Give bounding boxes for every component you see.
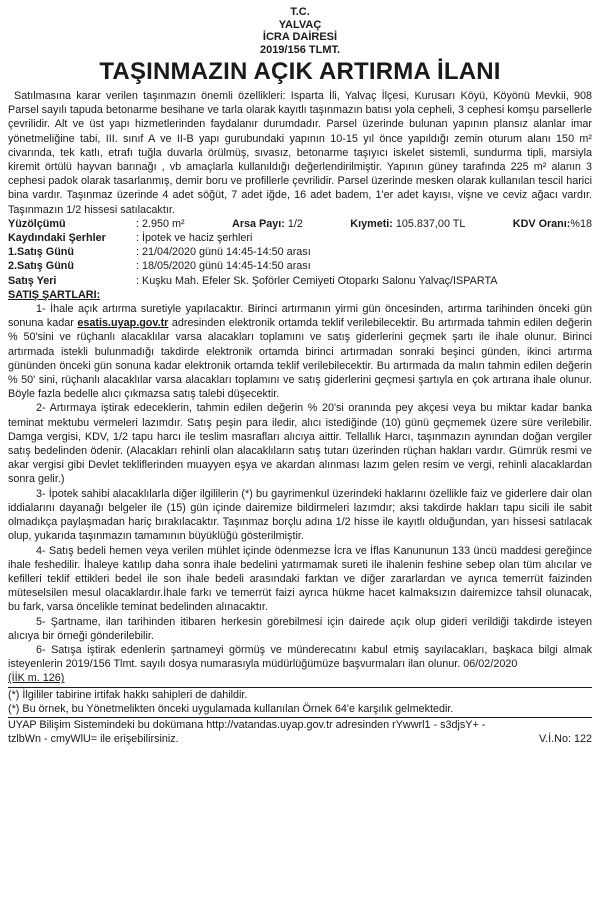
esatis-link[interactable]: esatis.uyap.gov.tr xyxy=(77,317,169,330)
value-amount: 105.837,00 TL xyxy=(395,217,466,230)
detail-row xyxy=(8,259,592,273)
header-file-number: 2019/156 TLMT. xyxy=(259,43,341,56)
conditions-heading: SATIŞ ŞARTLARI: xyxy=(8,288,101,301)
kdv-label: KDV Oranı: xyxy=(512,217,571,230)
condition-1 xyxy=(8,302,592,401)
condition-6: 6- Satışa iştirak edenlerin şartnameyi görmüş ve münderecatını kabul etmiş sayılacakları, başkaca bilgi almak isteyenlerin 2019/156 Tlmt. sayılı dosya numarasıyla müdürlüğümüze başvurmaları ilan olunur. 06/02/2020 xyxy=(8,643,592,671)
header-district: YALVAÇ xyxy=(278,18,322,31)
footer-line-1: UYAP Bilişim Sistemindeki bu dokümana http://vatandas.uyap.gov.tr adresinden rYwwrl1 - s3djsY+ - xyxy=(8,718,486,731)
condition-2: 2- Artırmaya iştirak edeceklerin, tahmin edilen değerin % 20'si oranında pey akçesi veya bu miktar kadar banka teminat mektubu vermeleri lazımdır. Satış peşin para iledir, alıcı istediğinde (10) günü geçmemek üzere süre verilebilir. Damga vergisi, KDV, 1/2 tapu harcı ile teslim masrafları alıcıya aittir. Tellallık Harcı, taşınmazın aynından doğan vergiler satış bedelinden ödenir. (Alacakları rehinli olan alacaklıların satış tutarı üzerinden rüçhan hakları vardır. Gümrük resmi ve akar vergisi gibi Devlet tekliflerinden muayyen eşya ve akardan alınması lazım gelen resim ve vergi, rehinli alacaklardan sonra gelir.) xyxy=(8,402,592,486)
page-title: TAŞINMAZIN AÇIK ARTIRMA İLANI xyxy=(99,58,501,85)
condition-1-text-a: 1- İhale açık artırma suretiyle yapılacaktır. Birinci artırmanın yirmi gün öncesinden, artırma tarihinden önceki gün sonuna kadar xyxy=(8,303,592,330)
detail-row xyxy=(8,245,592,259)
detail-label: 1.Satış Günü xyxy=(8,246,74,259)
note-2: (*) Bu örnek, bu Yönetmelikten önceki uygulamada kullanılan Örnek 64'e karşılık gelmektedir. xyxy=(8,702,454,715)
detail-value: : 18/05/2020 günü 14:45-14:50 arası xyxy=(136,260,311,273)
footer-access-code: tzlbWn - cmyWlU= ile erişebilirsiniz. xyxy=(8,733,179,746)
area-label: Yüzölçümü xyxy=(8,217,66,230)
condition-1-text-b: adresinden elektronik ortamda teklif verilebilecektir. Bu artırmada tahmin edilen değerin % 50'sini ve rüçhanlı alacaklılar varsa alacakları toplamını ve satış giderlerini geçmek şartı ile ihale olunur. Birinci artırmada istekli bulunmadığı takdirde elektronik ortamda birinci artırmadan sonraki beşinci günden, ikinci artırma gününden önceki gün sonuna kadar elektronik ortamda teklif verilebilecektir. Bu artırmada da malın tahmin edilen değerin % 50' sini, rüçhanlı alacaklılar varsa alacakları toplamını ve satış giderlerini geçmesi şartıyla en çok artırana ihale olunur. Böyle fazla bedelle alıcı çıkmazsa satış talebi düşecektir. xyxy=(8,317,592,401)
condition-5: 5- Şartname, ilan tarihinden itibaren herkesin görebilmesi için dairede açık olup gideri verildiği takdirde isteyen alıcıya bir örneği gönderilebilir. xyxy=(8,615,592,642)
kdv-value: %18 xyxy=(570,217,592,230)
detail-value: : 21/04/2020 günü 14:45-14:50 arası xyxy=(136,246,311,259)
header-state: T.C. xyxy=(290,6,310,18)
area-value-row xyxy=(8,217,592,231)
detail-value: : İpotek ve haciz şerhleri xyxy=(136,232,253,245)
detail-value: : Kuşku Mah. Efeler Sk. Şoförler Cemiyeti Otoparkı Salonu Yalvaç/ISPARTA xyxy=(136,274,498,287)
detail-row xyxy=(8,274,592,288)
value-label: Kıymeti: xyxy=(350,217,393,230)
condition-4: 4- Satış bedeli hemen veya verilen mühlet içinde ödenmezse İcra ve İflas Kanununun 133 üncü maddesi gereğince ihale feshedilir. İhaleye katılıp daha sonra ihale bedelini yatırmamak sureti ile ihalenin feshine sebep olan tüm alıcılar ve kefilleri teklif ettikleri bedel ile son ihale bedeli arasındaki farktan ve diğer zararlardan ve ayrıca temerrüt faizinden müteselsilen mesul olacaklardır.İhale farkı ve temerrüt faizi ayrıca hükme hacet kalmaksızın dairemizce tahsil olunacak, bu fark, varsa öncelikle teminat bedelinden alınacaktır. xyxy=(8,544,592,614)
header-block xyxy=(8,6,592,87)
detail-row xyxy=(8,231,592,245)
property-description: Satılmasına karar verilen taşınmazın önemli özellikleri: Isparta İli, Yalvaç İlçesi, Kurusarı Köyü, Köyönü Mevkii, 908 Parsel sayılı tapuda betonarme besihane ve tarla olarak kayıtlı taşınmazın batısı yola cepheli, 3 cephesi komşu parsellerle çevrilidir. Alt ve üst yapı hizmetlerinden faydalanır durumdadır. Parsel üzerinde bulunan yapının plansız alanlar imar yönetmeliğine tabi, III. sınıf A ve II-B yapı gurubundaki yapının 10-15 yıl önce yapıldığı zemin oturum alanı 150 m² civarında, tek katlı, etrafı tuğla duvarla örülmüş, sıvasız, betonarme taşıyıcı iskelet sistemli, sundurma tipli, marsiyla kiremit örtülü hayvan barınağı , vb amaçlarla kullanıldığı değerlendirilmiştir. Yapının güney tarafında 225 m² alanın 3 cephesi padok olarak tasarlanmış, demir boru ve profillerle çevrilidir. Parsel üzerinde mesken olarak kullanılan tescil harici bina vardır. Taşınmaz üzerinde 4 adet söğüt, 7 adet iğde, 16 adet badem, 1'er adet kayısı, vişne ve ceviz ağacı vardır. Taşınmazın 1/2 hissesi satılacaktır. xyxy=(8,90,592,216)
area-value: : 2.950 m² xyxy=(136,217,185,230)
footer-line-2 xyxy=(8,732,592,746)
note-1: (*) İlgililer tabirine irtifak hakkı sahipleri de dahildir. xyxy=(8,688,248,701)
condition-3: 3- İpotek sahibi alacaklılarla diğer ilgililerin (*) bu gayrimenkul üzerindeki haklarını özellikle faiz ve giderlere dair olan iddialarını dayanağı belgeler ile (15) gün içinde dairemize bildirmeleri lazımdır; aksi takdirde hakları tapu sicili ile sabit olmadıkça paylaşmadan hariç bırakılacaktır. Taşınmaz borçlu adına 1/2 hisse ile kayıtlı olduğundan, yarı hissesi satılacak olup, yukarıda taşınmazın tamamının büyüklüğü gösterilmiştir. xyxy=(8,487,592,543)
footer-vi-number: V.İ.No: 122 xyxy=(538,733,592,746)
header-office: İCRA DAİRESİ xyxy=(262,31,338,43)
detail-label: 2.Satış Günü xyxy=(8,260,74,273)
detail-label: Kaydındaki Şerhler xyxy=(8,232,106,245)
detail-label: Satış Yeri xyxy=(8,274,57,287)
law-reference: (İİK m. 126) xyxy=(8,672,65,685)
share-label: Arsa Payı: xyxy=(232,217,285,230)
share-value: 1/2 xyxy=(287,217,303,230)
